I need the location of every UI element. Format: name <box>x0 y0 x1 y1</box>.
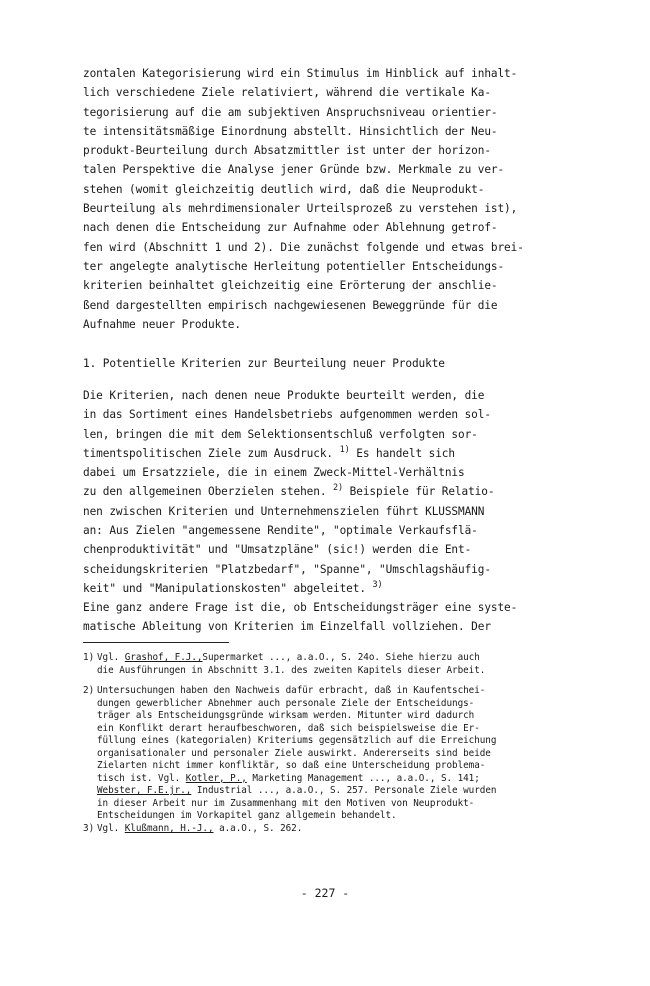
text-line: Beurteilung als mehrdimensionaler Urteilsprozeß zu verstehen ist), <box>83 202 518 216</box>
text-line: nen zwischen Kriterien und Unternehmenszielen führt KLUSSMANN <box>83 504 485 518</box>
text-line: dabei um Ersatzziele, die in einem Zweck-Mittel-Verhältnis <box>83 466 465 480</box>
text-segment: Supermarket ..., a.a.O., S. 24o. Siehe hierzu auch <box>202 652 480 663</box>
section-heading <box>83 354 583 373</box>
footnote-line: organisationaler und personaler Ziele auswirkt. Andererseits sind beide <box>97 747 491 759</box>
text-line: in das Sortiment eines Handelsbetriebs aufgenommen werden sol- <box>83 408 491 422</box>
text-line: Aufnahme neuer Produkte. <box>83 317 241 331</box>
text-segment: Beispiele für Relatio- <box>349 485 495 499</box>
footnote-ref-3[interactable]: 3) <box>372 579 383 590</box>
text-line: scheidungskriterien "Platzbedarf", "Spanne", "Umschlagshäufig- <box>83 562 491 576</box>
footnote-line: in dieser Arbeit nur im Zusammenhang mit den Motiven von Neuprodukt- <box>97 797 475 809</box>
text-line: an: Aus Zielen "angemessene Rendite", "optimale Verkaufsflä- <box>83 524 478 538</box>
author-citation: Kotler, P., <box>185 772 247 784</box>
footnote-line: Entscheidungen im Vorkapitel ganz allgemein behandelt. <box>97 810 397 821</box>
text-segment: keit" und "Manipulationskosten" abgeleitet. <box>83 581 366 595</box>
footnote-text <box>97 652 485 677</box>
text-line <box>83 482 583 501</box>
text-line: ter angelegte analytische Herleitung potentieller Entscheidungs- <box>83 259 505 273</box>
footnote-line: Zielarten nicht immer konfliktär, so daß eine Unterscheidung problema- <box>97 760 486 771</box>
footnote-line: ein Konflikt derart heraufbeschworen, daß sich beispielsweise die Er- <box>97 722 480 734</box>
text-line: tegorisierung auf die am subjektiven Anspruchsniveau orientier- <box>83 105 498 119</box>
footnote-number: 1) <box>83 652 95 663</box>
text-line: kriterien beinhaltet gleichzeitig eine Erörterung der anschlie- <box>83 279 498 293</box>
paragraph-1 <box>83 64 583 334</box>
footnote-number: 3) <box>83 823 95 834</box>
footnote-line: Untersuchungen haben den Nachweis dafür erbracht, daß in Kaufentschei- <box>97 685 486 696</box>
page-number: - 227 - <box>300 886 350 900</box>
footnote-ref-2[interactable]: 2) <box>333 483 344 494</box>
text-line: matische Ableitung von Kriterien im Einzelfall vollziehen. Der <box>83 620 491 634</box>
text-segment: timentspolitischen Ziele zum Ausdruck. <box>83 446 334 460</box>
text-line: produkt-Beurteilung durch Absatzmittler ist unter der horizon- <box>83 144 491 158</box>
text-line: nach denen die Entscheidung zur Aufnahme oder Ablehnung getrof- <box>83 221 498 235</box>
text-line: stehen (womit gleichzeitig deutlich wird, daß die Neuprodukt- <box>83 182 485 196</box>
text-segment: Vgl. <box>97 823 125 834</box>
footnote-number: 2) <box>83 685 95 696</box>
footnote-line <box>97 823 302 836</box>
text-line: ßend dargestellten empirisch nachgewiesenen Beweggründe für die <box>83 298 498 312</box>
heading-text: 1. Potentielle Kriterien zur Beurteilung neuer Produkte <box>83 357 445 370</box>
footnote-line <box>97 652 485 665</box>
text-line: len, bringen die mit dem Selektionsentschluß verfolgten sor- <box>83 427 478 441</box>
footnote-separator <box>83 642 229 643</box>
text-segment: a.a.O., S. 262. <box>213 823 303 834</box>
text-segment: Vgl. <box>97 652 125 663</box>
footnote-line: träger als Entscheidungsgründe wirksam werden. Mitunter wird dadurch <box>97 710 475 721</box>
text-line: Eine ganz andere Frage ist die, ob Entscheidungsträger eine syste- <box>83 601 518 614</box>
text-segment: Es handelt sich <box>356 446 455 460</box>
text-line <box>83 579 583 598</box>
footnote-text <box>97 685 496 823</box>
author-citation: Webster, F.E.jr., <box>97 785 192 796</box>
author-citation: Klußmann, H.-J., <box>124 823 214 834</box>
paragraph-2 <box>83 386 583 598</box>
footnote-line <box>97 773 496 786</box>
text-segment: tisch ist. Vgl. <box>97 772 186 784</box>
footnote-ref-1[interactable]: 1) <box>339 444 350 455</box>
text-segment: Industrial ..., a.a.O., S. 257. Personale Ziele wurden <box>191 785 497 796</box>
text-line: zontalen Kategorisierung wird ein Stimulus im Hinblick auf inhalt- <box>83 67 518 80</box>
footnote-line <box>97 785 496 798</box>
text-line: Die Kriterien, nach denen neue Produkte beurteilt werden, die <box>83 389 485 402</box>
text-segment: zu den allgemeinen Oberzielen stehen. <box>83 485 327 499</box>
footnote-text <box>97 823 302 836</box>
footnote-line: füllung eines (kategorialen) Kriteriums gegensätzlich auf die Erreichung <box>97 735 497 746</box>
text-line: te intensitätsmäßige Einordnung abstellt. Hinsichtlich der Neu- <box>83 124 498 138</box>
text-line: chenproduktivität" und "Umsatzpläne" (sic!) werden die Ent- <box>83 543 472 557</box>
text-line: fen wird (Abschnitt 1 und 2). Die zunächst folgende und etwas brei- <box>83 240 524 254</box>
text-line: talen Perspektive die Analyse jener Gründe bzw. Merkmale zu ver- <box>83 163 505 177</box>
text-segment: Marketing Management ..., a.a.O., S. 141; <box>246 772 480 784</box>
paragraph-3 <box>83 598 583 637</box>
text-line <box>83 444 583 463</box>
footnote-line: dungen gewerblicher Abnehmer auch personale Ziele der Entscheidungs- <box>97 697 475 709</box>
author-citation: Grashof, F.J., <box>124 652 203 663</box>
text-line: lich verschiedene Ziele relativiert, während die vertikale Ka- <box>83 86 491 100</box>
footnote-line: die Ausführungen in Abschnitt 3.1. des zweiten Kapitels dieser Arbeit. <box>97 664 486 676</box>
